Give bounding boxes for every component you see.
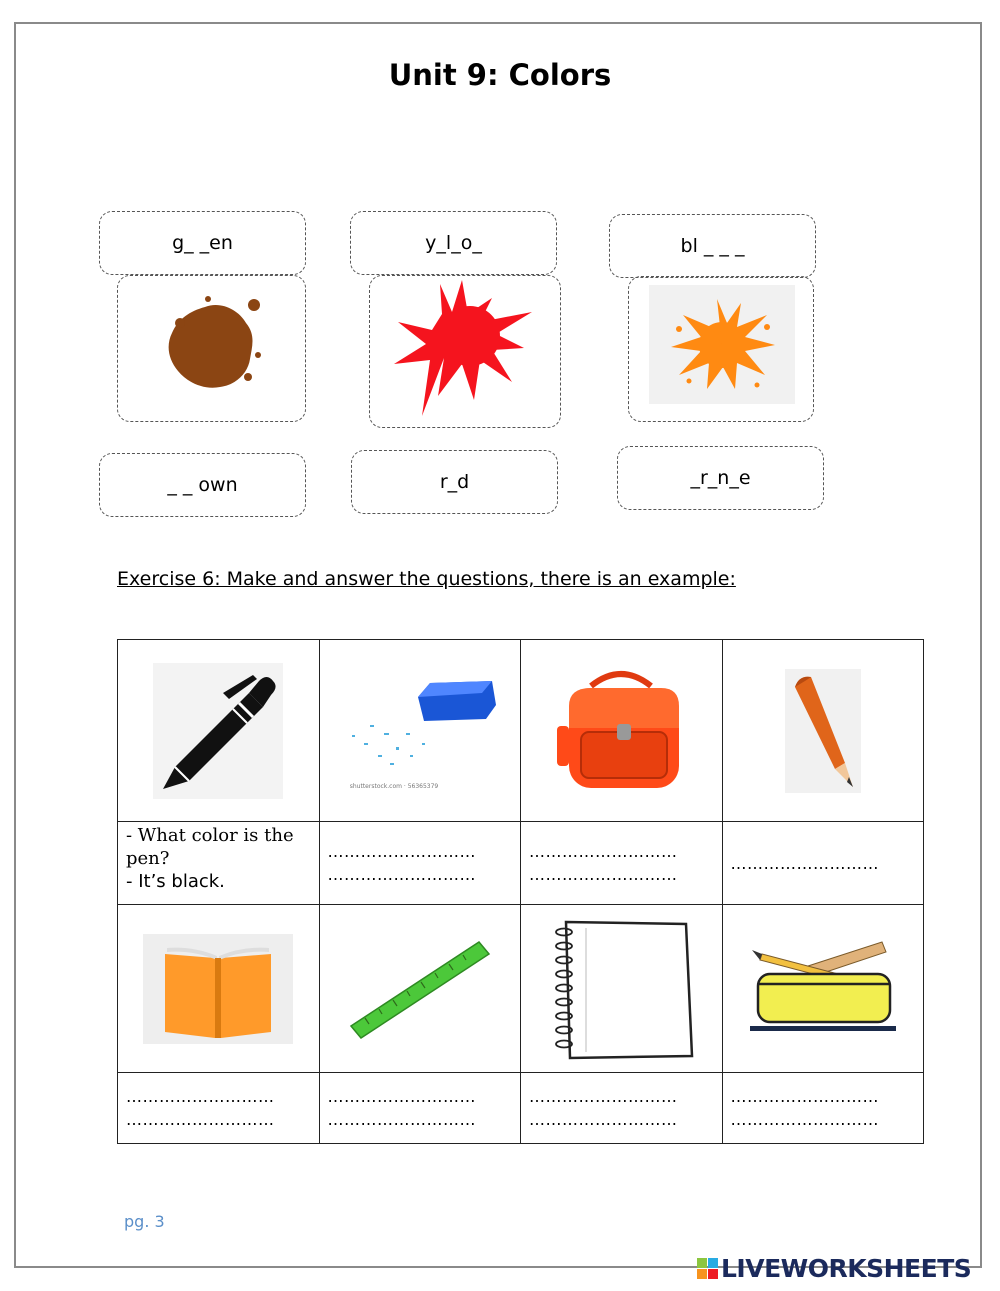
pen-icon [153, 663, 283, 799]
answer-cell[interactable] [521, 1073, 723, 1144]
table-cell [722, 905, 924, 1073]
word-text: bl _ _ _ [680, 235, 745, 257]
answer-line[interactable]: ……………………… [126, 1110, 275, 1129]
orange-splash-icon [649, 285, 795, 404]
answer-line[interactable]: ……………………… [327, 1087, 476, 1106]
answer-line[interactable]: ……………………… [327, 865, 476, 884]
example-cell [118, 822, 320, 905]
liveworksheets-logo[interactable] [697, 1254, 971, 1283]
notebook-icon [546, 918, 696, 1060]
table-cell [521, 640, 723, 822]
red-splash-icon [392, 278, 538, 418]
answer-cell[interactable] [722, 822, 924, 905]
table-cell [319, 905, 521, 1073]
word-text: _ _ own [167, 474, 238, 496]
ruler-icon [345, 934, 495, 1044]
answer-line[interactable]: ……………………… [730, 853, 879, 873]
word-box-yellow[interactable] [350, 211, 557, 275]
brown-splash-icon [160, 295, 265, 395]
answer-line[interactable]: ……………………… [126, 1087, 275, 1106]
answer-cell[interactable] [118, 1073, 320, 1144]
answer-line[interactable]: ……………………… [327, 842, 476, 861]
answer-cell[interactable] [319, 822, 521, 905]
logo-text: LIVEWORKSHEETS [721, 1254, 972, 1283]
table-cell [118, 905, 320, 1073]
word-text: _r_n_e [690, 467, 751, 489]
exercise-table [117, 639, 924, 1144]
word-box-blue[interactable] [609, 214, 816, 278]
pencil-icon [785, 669, 861, 793]
word-text: y_l_o_ [425, 232, 482, 254]
table-cell [118, 640, 320, 822]
pencil-case-icon [748, 934, 898, 1044]
table-cell [319, 640, 521, 822]
word-box-brown[interactable] [99, 453, 306, 517]
word-box-green[interactable] [99, 211, 306, 275]
answer-cell[interactable] [722, 1073, 924, 1144]
table-cell [521, 905, 723, 1073]
answer-line[interactable]: ……………………… [529, 865, 678, 884]
answer-cell[interactable] [521, 822, 723, 905]
word-text: g_ _en [172, 232, 233, 254]
eraser-icon [340, 663, 500, 799]
page-title: Unit 9: Colors [388, 58, 612, 92]
answer-cell[interactable] [319, 1073, 521, 1144]
answer-line[interactable]: ……………………… [327, 1110, 476, 1129]
eraser-caption: shutterstock.com · 56365379 [349, 782, 439, 790]
answer-line[interactable]: ……………………… [529, 1087, 678, 1106]
book-icon [143, 934, 293, 1044]
example-answer: - It’s black. [126, 871, 225, 892]
word-box-red[interactable] [351, 450, 558, 514]
example-question: - What color is the pen? [126, 825, 294, 869]
answer-line[interactable]: ……………………… [730, 1087, 879, 1106]
exercise-heading: Exercise 6: Make and answer the questions, there is an example: [117, 568, 736, 590]
answer-line[interactable]: ……………………… [730, 1110, 879, 1129]
word-box-orange[interactable] [617, 446, 824, 510]
backpack-icon [551, 666, 691, 796]
answer-line[interactable]: ……………………… [529, 842, 678, 861]
table-cell [722, 640, 924, 822]
word-text: r_d [439, 471, 470, 493]
logo-mark-icon [697, 1258, 718, 1279]
page-number: pg. 3 [124, 1212, 165, 1231]
answer-line[interactable]: ……………………… [529, 1110, 678, 1129]
